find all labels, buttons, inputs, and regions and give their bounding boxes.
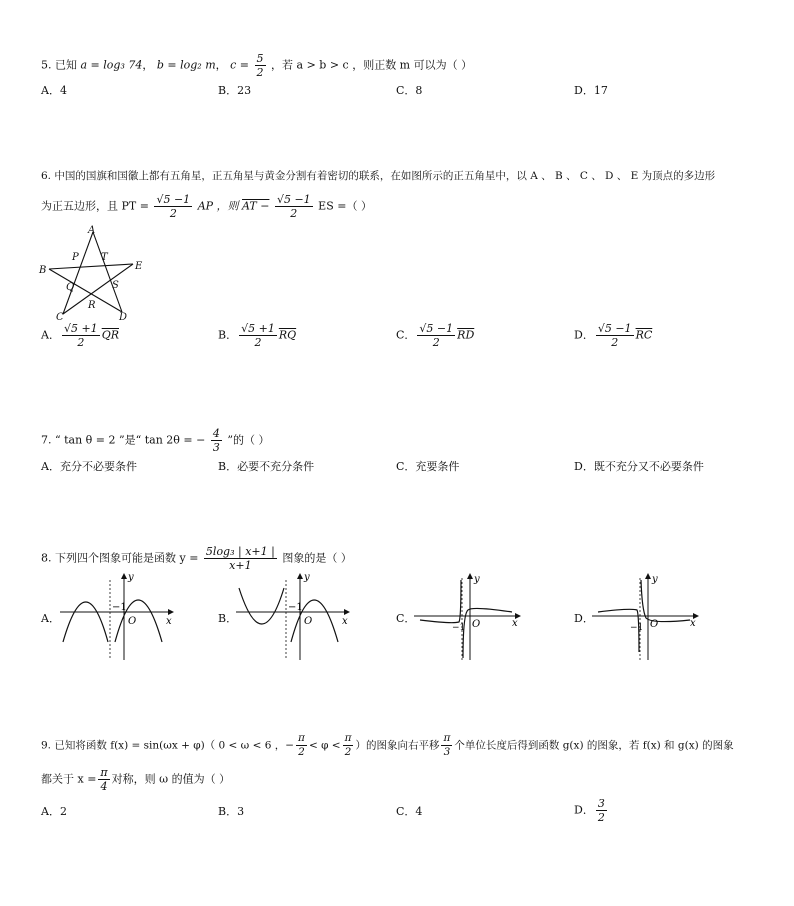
q7-option-d[interactable]: D．既不充分又不必要条件 <box>574 460 704 473</box>
q7-option-a[interactable]: A．充分不必要条件 <box>41 460 137 473</box>
pentagram-figure <box>36 222 151 324</box>
q6-option-c[interactable]: C． $\frac{√5 -1}{2}$ $\overline{RD}$ <box>396 322 475 349</box>
star-label-d: D <box>119 312 128 323</box>
q8-graph-c <box>412 570 527 662</box>
q5-condition: ，若 a > b > c ，则正数 m 可以为（ ） <box>271 58 473 72</box>
q8-option-c[interactable]: C． <box>396 612 416 625</box>
svg-text:−1: −1 <box>288 602 303 613</box>
svg-text:O: O <box>304 616 313 627</box>
star-label-e: E <box>135 261 143 272</box>
q7-option-b[interactable]: B．必要不充分条件 <box>218 460 315 473</box>
q9-option-c[interactable]: C．4 <box>396 805 423 818</box>
star-label-t: T <box>101 252 108 263</box>
q5-c-lhs: c = <box>230 58 250 72</box>
svg-text:O: O <box>472 619 481 630</box>
q5-option-a[interactable]: A．4 <box>41 84 67 97</box>
q6-line1: 6. 中国的国旗和国徽上都有五角星，正五角星与黄金分割有着密切的联系，在如图所示的正五角星中，以 A 、 B 、 C 、 D 、 E 为顶点的多边形 <box>41 170 716 182</box>
q8-option-a[interactable]: A． <box>41 612 60 625</box>
q5-option-b[interactable]: B．23 <box>218 84 252 97</box>
q9-option-d[interactable]: D． $\frac{3}{2}$ <box>574 797 605 824</box>
q5-option-d[interactable]: D．17 <box>574 84 608 97</box>
q5-b-expr: b = log₂ m <box>156 58 216 72</box>
svg-text:x: x <box>166 616 172 627</box>
svg-text:x: x <box>342 616 348 627</box>
svg-text:y: y <box>474 574 480 585</box>
star-label-c: C <box>56 312 64 323</box>
svg-text:O: O <box>128 616 137 627</box>
q6-line2: 为正五边形，且 PT = $\frac{√5 -1}{2}$ AP ，则 AT − $\frac{√5 -1}{2}$ ES =（ ） <box>41 193 372 220</box>
svg-text:−1: −1 <box>630 623 644 633</box>
q5-option-c[interactable]: C．8 <box>396 84 423 97</box>
star-label-q: Q <box>66 282 75 293</box>
star-label-p: P <box>72 252 79 263</box>
question-9-line2: 都关于 x = $\frac{\pi}{4}$ 对称，则 ω 的值为（ ） <box>41 766 231 793</box>
question-9-line1: 9. 已知将函数 f(x) = sin(ωx + φ)（ 0 < ω < 6 ，− $\frac{\pi}{2}$ < φ < $\frac{\pi}{2}$ ）的图象向右平移 $\frac{\pi}{3}$ 个单位长度后得到函数 g(x) 的图象，若 f(x) 和 g(x) 的图象 <box>41 732 734 758</box>
q9-option-b[interactable]: B．3 <box>218 805 245 818</box>
q6-option-a[interactable]: A． $\frac{√5 +1}{2}$ $\overline{QR}$ <box>41 322 119 349</box>
q5-a-expr: a = log₃ 74 <box>80 58 143 72</box>
svg-text:x: x <box>512 618 518 629</box>
svg-text:−1: −1 <box>112 602 127 613</box>
star-label-a: A <box>88 225 96 236</box>
svg-text:y: y <box>652 574 658 585</box>
q6-option-b[interactable]: B． $\frac{√5 +1}{2}$ $\overline{RQ}$ <box>218 322 297 349</box>
question-7: 7. “ tan θ = 2 ”是“ tan 2θ = − $\frac{4}{3}$ ”的（ ） <box>41 427 270 454</box>
svg-text:y: y <box>304 572 310 583</box>
q8-option-d[interactable]: D． <box>574 612 594 625</box>
q6-option-d[interactable]: D． $\frac{√5 -1}{2}$ $\overline{RC}$ <box>574 322 653 349</box>
svg-text:y: y <box>128 572 134 583</box>
svg-text:O: O <box>650 619 659 630</box>
q8-graph-b <box>234 570 354 662</box>
svg-text:−1: −1 <box>452 623 466 633</box>
q9-option-a[interactable]: A．2 <box>41 805 67 818</box>
svg-text:x: x <box>690 618 696 629</box>
q7-option-c[interactable]: C．充要条件 <box>396 460 460 473</box>
q5-c-fraction: $\frac{5}{2}$ <box>256 52 264 79</box>
q8-graph-d <box>590 570 705 662</box>
q8-option-b[interactable]: B． <box>218 612 238 625</box>
star-label-b: B <box>39 265 47 276</box>
q5-number: 5. 已知 <box>41 58 77 72</box>
star-label-r: R <box>88 300 96 311</box>
question-8: 8. 下列四个图象可能是函数 y = $\frac{\text{5log₃ | x+1 |}}{x+1}$ 图象的是（ ） <box>41 545 352 572</box>
question-5: 5. 已知 a = log₃ 74， b = log₂ m， c = $\frac{5}{2}$ ，若 a > b > c ，则正数 m 可以为（ ） <box>41 52 473 79</box>
star-label-s: S <box>112 280 119 291</box>
q8-graph-a <box>58 570 178 662</box>
